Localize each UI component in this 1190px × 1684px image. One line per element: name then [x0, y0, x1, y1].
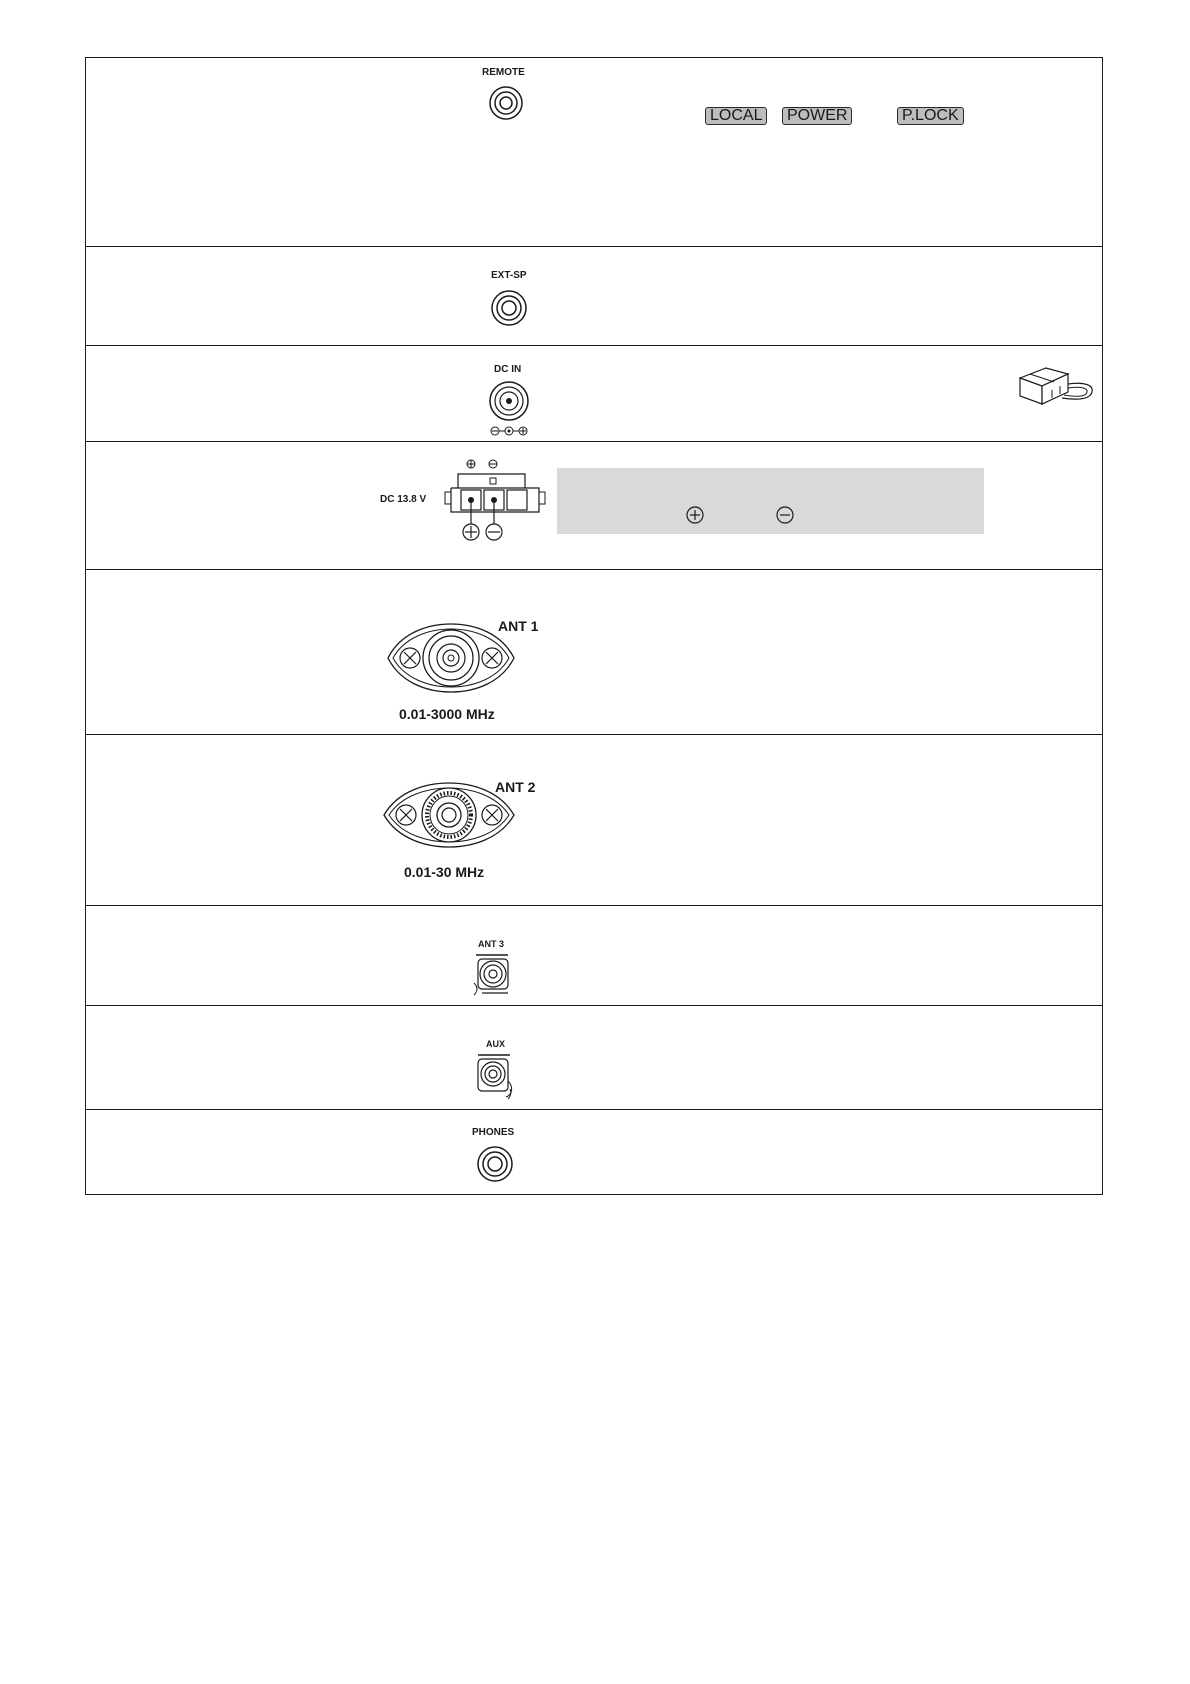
minus-terminal-icon [776, 506, 794, 524]
ext-sp-jack-icon [491, 290, 527, 326]
ant1-label: ANT 1 [498, 618, 539, 634]
phones-label: PHONES [472, 1127, 515, 1138]
row-dc-in [86, 346, 1102, 442]
ant1-range-label: 0.01-3000 MHz [399, 706, 495, 722]
ext-sp-label: EXT-SP [491, 270, 527, 281]
row-ant1 [86, 570, 1102, 735]
row-ant3 [86, 906, 1102, 1006]
power-key: POWER [782, 107, 852, 125]
ant1-connector-icon [386, 620, 516, 696]
row-aux [86, 1006, 1102, 1110]
local-key: LOCAL [705, 107, 767, 125]
row-ext-sp [86, 247, 1102, 346]
row-remote [86, 58, 1102, 247]
dc-power-socket-icon [441, 458, 551, 544]
plus-terminal-icon [686, 506, 704, 524]
ant2-connector-icon [382, 779, 516, 851]
phones-jack-icon [477, 1146, 513, 1182]
remote-jack-icon [489, 86, 523, 120]
ant3-label: ANT 3 [478, 939, 505, 949]
row-ant2 [86, 735, 1102, 906]
polarity-note-box [557, 468, 984, 534]
remote-label: REMOTE [482, 67, 525, 78]
dc-power-label: DC 13.8 V [380, 494, 427, 505]
plock-key: P.LOCK [897, 107, 964, 125]
dc-in-jack-icon [489, 381, 529, 441]
dc-plug-icon [1016, 364, 1096, 412]
ant2-label: ANT 2 [495, 779, 536, 795]
row-dc-power [86, 442, 1102, 570]
ant3-jack-icon [472, 953, 512, 997]
row-phones [86, 1110, 1102, 1196]
aux-jack-icon [474, 1053, 514, 1101]
dc-in-label: DC IN [494, 364, 522, 375]
aux-label: AUX [486, 1039, 506, 1049]
connector-table [85, 57, 1103, 1195]
ant2-range-label: 0.01-30 MHz [404, 864, 485, 880]
